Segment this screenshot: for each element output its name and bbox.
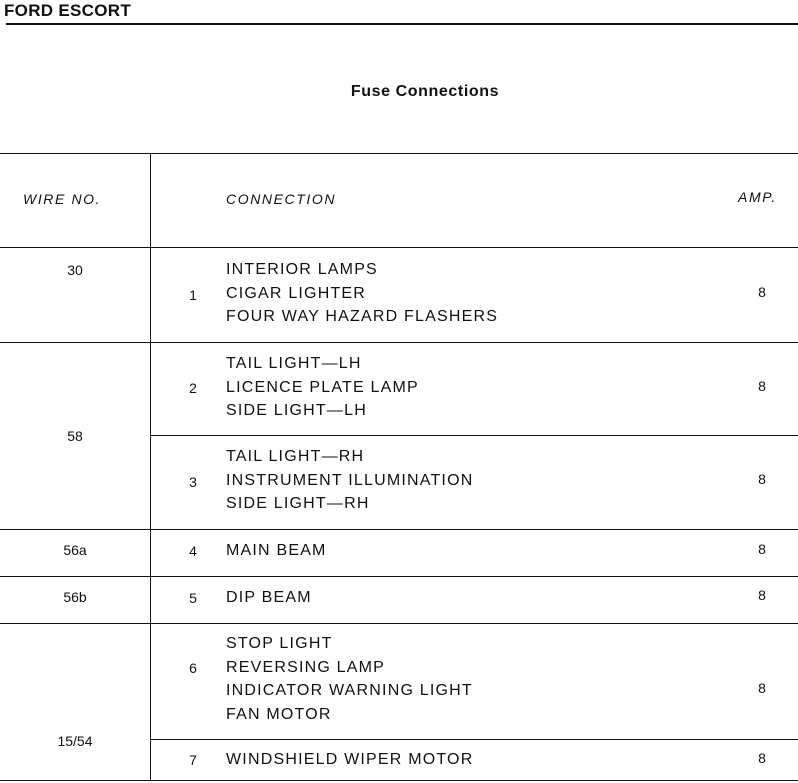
fuse-number: 4 xyxy=(189,543,197,559)
connection-item: DIP BEAM xyxy=(226,589,312,606)
connection-item: CIGAR LIGHTER xyxy=(226,284,367,302)
table-top-rule xyxy=(0,153,798,154)
connection-list xyxy=(226,539,327,563)
connection-item: INTERIOR LAMPS xyxy=(226,261,378,278)
connection-item: REVERSING LAMP xyxy=(226,658,386,676)
row-divider xyxy=(0,342,798,343)
document-title: Fuse Connections xyxy=(350,83,500,100)
connection-item: LICENCE PLATE LAMP xyxy=(226,378,419,396)
fuse-number: 7 xyxy=(189,752,197,768)
fuse-number: 1 xyxy=(189,287,197,303)
row-divider xyxy=(0,623,798,624)
connection-list xyxy=(226,445,473,516)
wire-number-cell: 56b xyxy=(63,589,87,605)
connection-column-header: CONNECTION xyxy=(226,191,337,207)
row-divider xyxy=(0,576,798,577)
fuse-number: 6 xyxy=(189,660,197,676)
amp-column-header: AMP. xyxy=(738,189,777,205)
amp-value: 8 xyxy=(758,284,766,300)
header-rule xyxy=(6,23,798,25)
connection-list xyxy=(226,632,473,726)
connection-item: STOP LIGHT xyxy=(226,635,333,652)
connection-item: INSTRUMENT ILLUMINATION xyxy=(226,471,474,489)
header-bottom-rule xyxy=(0,247,798,248)
column-divider xyxy=(150,153,151,781)
connection-item: SIDE LIGHT—RH xyxy=(226,495,370,512)
header-title: FORD ESCORT xyxy=(4,1,132,20)
connection-list xyxy=(226,258,498,329)
wire-number-cell: 56a xyxy=(63,542,87,558)
connection-list xyxy=(226,352,419,423)
amp-value: 8 xyxy=(758,750,766,766)
connection-item: SIDE LIGHT—LH xyxy=(226,402,367,419)
wire-number-cell: 30 xyxy=(67,262,83,278)
amp-value: 8 xyxy=(758,378,766,394)
amp-value: 8 xyxy=(758,587,766,603)
amp-value: 8 xyxy=(758,471,766,487)
connection-item: INDICATOR WARNING LIGHT xyxy=(226,682,473,699)
row-divider xyxy=(0,529,798,530)
connection-item: FOUR WAY HAZARD FLASHERS xyxy=(226,308,499,325)
wire-column-header: WIRE NO. xyxy=(23,191,102,207)
wire-number-cell: 58 xyxy=(67,428,83,444)
fuse-number: 2 xyxy=(189,380,197,396)
connection-list xyxy=(226,748,473,772)
fuse-number: 3 xyxy=(189,474,197,490)
connection-item: TAIL LIGHT—RH xyxy=(226,448,365,465)
connection-item: MAIN BEAM xyxy=(226,542,327,559)
amp-value: 8 xyxy=(758,541,766,557)
row-divider xyxy=(150,739,798,740)
fuse-number: 5 xyxy=(189,590,197,606)
amp-value: 8 xyxy=(758,680,766,696)
row-divider xyxy=(150,435,798,436)
connection-list xyxy=(226,586,312,610)
connection-item: FAN MOTOR xyxy=(226,705,332,723)
wire-number-cell: 15/54 xyxy=(57,733,93,749)
connection-item: WINDSHIELD WIPER MOTOR xyxy=(226,751,474,768)
table-bottom-rule xyxy=(0,780,798,781)
connection-item: TAIL LIGHT—LH xyxy=(226,355,362,372)
